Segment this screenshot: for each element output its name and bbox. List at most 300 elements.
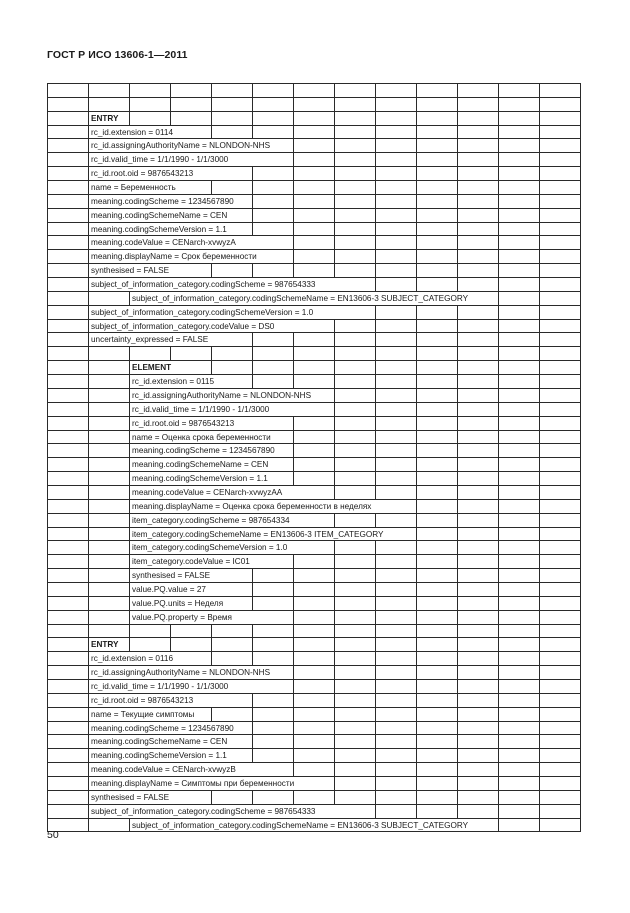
table-column-rule bbox=[211, 637, 212, 652]
table-column-rule bbox=[580, 208, 581, 223]
table-column-rule bbox=[334, 402, 335, 417]
table-column-rule bbox=[88, 388, 89, 403]
table-column-rule bbox=[416, 679, 417, 694]
table-column-rule bbox=[47, 457, 48, 472]
table-column-rule bbox=[539, 513, 540, 528]
table-cell: rc_id.valid_time = 1/1/1990 - 1/1/3000 bbox=[91, 681, 229, 691]
table-cell: meaning.codingSchemeVersion = 1.1 bbox=[132, 473, 268, 483]
table-column-rule bbox=[539, 540, 540, 555]
table-column-rule bbox=[416, 721, 417, 735]
table-column-rule bbox=[334, 568, 335, 583]
table-column-rule bbox=[293, 152, 294, 167]
table-cell: meaning.codingScheme = 1234567890 bbox=[91, 723, 234, 733]
table-column-rule bbox=[293, 346, 294, 361]
table-column-rule bbox=[416, 707, 417, 722]
table-row-rule bbox=[47, 624, 581, 625]
table-column-rule bbox=[416, 499, 417, 514]
table-column-rule bbox=[580, 748, 581, 763]
table-column-rule bbox=[457, 235, 458, 250]
table-column-rule bbox=[416, 332, 417, 347]
table-cell: name = Оценка срока беременности bbox=[132, 432, 271, 442]
table-column-rule bbox=[211, 790, 212, 805]
table-column-rule bbox=[252, 596, 253, 611]
table-cell: item_category.codingSchemeName = EN13606-3 ITEM_CATEGORY bbox=[132, 529, 384, 539]
table-column-rule bbox=[334, 152, 335, 167]
table-column-rule bbox=[416, 651, 417, 666]
table-column-rule bbox=[293, 568, 294, 583]
table-column-rule bbox=[47, 332, 48, 347]
table-column-rule bbox=[252, 693, 253, 708]
table-column-rule bbox=[88, 624, 89, 638]
table-column-rule bbox=[47, 194, 48, 209]
table-column-rule bbox=[47, 374, 48, 389]
table-column-rule bbox=[334, 734, 335, 749]
table-cell: rc_id.extension = 0115 bbox=[132, 376, 215, 386]
table-column-rule bbox=[539, 734, 540, 749]
table-column-rule bbox=[580, 693, 581, 708]
table-column-rule bbox=[293, 249, 294, 264]
table-column-rule bbox=[416, 360, 417, 375]
table-column-rule bbox=[416, 180, 417, 195]
table-column-rule bbox=[334, 346, 335, 361]
table-row-rule bbox=[47, 443, 581, 444]
table-column-rule bbox=[375, 693, 376, 708]
table-column-rule bbox=[539, 430, 540, 444]
table-column-rule bbox=[498, 554, 499, 569]
table-column-rule bbox=[129, 637, 130, 652]
table-column-rule bbox=[457, 416, 458, 431]
table-column-rule bbox=[334, 637, 335, 652]
table-column-rule bbox=[47, 596, 48, 611]
table-cell: subject_of_information_category.codingScheme = 987654333 bbox=[91, 806, 316, 816]
table-column-rule bbox=[293, 665, 294, 680]
table-column-rule bbox=[334, 166, 335, 181]
table-column-rule bbox=[539, 818, 540, 832]
table-column-rule bbox=[170, 83, 171, 98]
table-column-rule bbox=[539, 388, 540, 403]
table-cell: synthesised = FALSE bbox=[91, 265, 170, 275]
table-column-rule bbox=[334, 332, 335, 347]
table-column-rule bbox=[375, 568, 376, 583]
table-column-rule bbox=[539, 319, 540, 333]
table-column-rule bbox=[293, 416, 294, 431]
table-column-rule bbox=[293, 111, 294, 126]
table-row-rule bbox=[47, 568, 581, 569]
table-column-rule bbox=[498, 721, 499, 735]
table-column-rule bbox=[293, 651, 294, 666]
table-column-rule bbox=[457, 499, 458, 514]
table-column-rule bbox=[416, 568, 417, 583]
table-column-rule bbox=[580, 818, 581, 832]
table-column-rule bbox=[47, 166, 48, 181]
table-column-rule bbox=[457, 721, 458, 735]
table-column-rule bbox=[375, 596, 376, 611]
table-column-rule bbox=[375, 457, 376, 472]
table-column-rule bbox=[457, 624, 458, 638]
table-column-rule bbox=[498, 679, 499, 694]
table-row-rule bbox=[47, 582, 581, 583]
table-column-rule bbox=[47, 291, 48, 306]
table-section-heading: ELEMENT bbox=[132, 362, 172, 372]
table-column-rule bbox=[47, 582, 48, 597]
table-column-rule bbox=[539, 249, 540, 264]
table-column-rule bbox=[580, 346, 581, 361]
table-column-rule bbox=[539, 443, 540, 458]
table-column-rule bbox=[47, 319, 48, 333]
table-column-rule bbox=[416, 804, 417, 819]
table-cell: rc_id.extension = 0114 bbox=[91, 127, 174, 137]
table-column-rule bbox=[416, 194, 417, 209]
table-column-rule bbox=[293, 734, 294, 749]
table-column-rule bbox=[539, 610, 540, 625]
table-column-rule bbox=[293, 125, 294, 139]
table-column-rule bbox=[580, 804, 581, 819]
table-cell: meaning.codingSchemeName = CEN bbox=[91, 210, 228, 220]
table-column-rule bbox=[539, 222, 540, 236]
table-column-rule bbox=[580, 416, 581, 431]
table-column-rule bbox=[416, 693, 417, 708]
table-column-rule bbox=[539, 707, 540, 722]
table-row-rule bbox=[47, 457, 581, 458]
table-section-heading: ENTRY bbox=[91, 113, 119, 123]
table-cell: meaning.codingSchemeName = CEN bbox=[91, 736, 228, 746]
table-column-rule bbox=[539, 332, 540, 347]
table-column-rule bbox=[498, 374, 499, 389]
table-column-rule bbox=[334, 471, 335, 486]
table-column-rule bbox=[498, 568, 499, 583]
table-column-rule bbox=[129, 97, 130, 112]
table-column-rule bbox=[539, 582, 540, 597]
table-column-rule bbox=[375, 332, 376, 347]
table-column-rule bbox=[580, 610, 581, 625]
table-column-rule bbox=[47, 430, 48, 444]
table-column-rule bbox=[47, 346, 48, 361]
table-column-rule bbox=[47, 249, 48, 264]
table-column-rule bbox=[498, 235, 499, 250]
table-column-rule bbox=[252, 346, 253, 361]
table-column-rule bbox=[498, 180, 499, 195]
table-column-rule bbox=[498, 152, 499, 167]
table-column-rule bbox=[416, 554, 417, 569]
table-column-rule bbox=[211, 651, 212, 666]
table-column-rule bbox=[47, 540, 48, 555]
table-cell: rc_id.assigningAuthorityName = NLONDON-NHS bbox=[132, 390, 312, 400]
table-column-rule bbox=[88, 83, 89, 98]
table-column-rule bbox=[498, 443, 499, 458]
table-column-rule bbox=[580, 568, 581, 583]
table-column-rule bbox=[293, 554, 294, 569]
table-column-rule bbox=[539, 499, 540, 514]
table-column-rule bbox=[47, 624, 48, 638]
table-column-rule bbox=[498, 540, 499, 555]
table-column-rule bbox=[539, 125, 540, 139]
table-row-rule bbox=[47, 374, 581, 375]
table-column-rule bbox=[252, 222, 253, 236]
table-column-rule bbox=[375, 540, 376, 555]
table-cell: meaning.codeValue = CENarch-xvwyzA bbox=[91, 237, 236, 247]
table-column-rule bbox=[580, 637, 581, 652]
table-column-rule bbox=[293, 235, 294, 250]
table-row-rule bbox=[47, 596, 581, 597]
table-column-rule bbox=[539, 402, 540, 417]
table-column-rule bbox=[47, 388, 48, 403]
table-column-rule bbox=[580, 721, 581, 735]
table-column-rule bbox=[375, 319, 376, 333]
table-column-rule bbox=[334, 83, 335, 98]
table-column-rule bbox=[416, 305, 417, 320]
table-column-rule bbox=[457, 180, 458, 195]
table-column-rule bbox=[457, 111, 458, 126]
table-column-rule bbox=[293, 582, 294, 597]
table-column-rule bbox=[334, 138, 335, 153]
table-column-rule bbox=[539, 374, 540, 389]
table-column-rule bbox=[580, 180, 581, 195]
table-column-rule bbox=[457, 277, 458, 292]
table-column-rule bbox=[498, 693, 499, 708]
table-column-rule bbox=[375, 138, 376, 153]
table-column-rule bbox=[416, 582, 417, 597]
table-column-rule bbox=[580, 582, 581, 597]
table-column-rule bbox=[416, 277, 417, 292]
table-column-rule bbox=[375, 249, 376, 264]
table-column-rule bbox=[539, 166, 540, 181]
table-column-rule bbox=[580, 430, 581, 444]
table-column-rule bbox=[47, 721, 48, 735]
table-column-rule bbox=[580, 319, 581, 333]
table-column-rule bbox=[88, 527, 89, 541]
table-column-rule bbox=[457, 762, 458, 777]
table-column-rule bbox=[293, 457, 294, 472]
table-column-rule bbox=[252, 748, 253, 763]
table-column-rule bbox=[416, 471, 417, 486]
table-column-rule bbox=[416, 624, 417, 638]
table-column-rule bbox=[88, 402, 89, 417]
table-column-rule bbox=[293, 83, 294, 98]
table-column-rule bbox=[580, 235, 581, 250]
table-column-rule bbox=[580, 291, 581, 306]
table-column-rule bbox=[416, 402, 417, 417]
table-column-rule bbox=[580, 138, 581, 153]
table-column-rule bbox=[170, 637, 171, 652]
table-column-rule bbox=[47, 554, 48, 569]
table-column-rule bbox=[252, 208, 253, 223]
table-column-rule bbox=[457, 568, 458, 583]
table-column-rule bbox=[498, 430, 499, 444]
table-column-rule bbox=[457, 263, 458, 278]
table-column-rule bbox=[580, 679, 581, 694]
table-column-rule bbox=[416, 208, 417, 223]
table-column-rule bbox=[457, 222, 458, 236]
table-row-rule bbox=[47, 83, 581, 84]
table-column-rule bbox=[211, 83, 212, 98]
table-column-rule bbox=[375, 83, 376, 98]
table-column-rule bbox=[375, 346, 376, 361]
table-column-rule bbox=[211, 180, 212, 195]
table-column-rule bbox=[539, 277, 540, 292]
table-column-rule bbox=[47, 499, 48, 514]
table-column-rule bbox=[498, 277, 499, 292]
table-column-rule bbox=[170, 624, 171, 638]
table-column-rule bbox=[293, 748, 294, 763]
table-column-rule bbox=[498, 222, 499, 236]
table-column-rule bbox=[293, 693, 294, 708]
table-cell: name = Беременность bbox=[91, 182, 176, 192]
table-column-rule bbox=[252, 790, 253, 805]
table-column-rule bbox=[498, 388, 499, 403]
table-column-rule bbox=[416, 416, 417, 431]
table-column-rule bbox=[498, 457, 499, 472]
table-cell: item_category.codingSchemeVersion = 1.0 bbox=[132, 542, 288, 552]
table-column-rule bbox=[416, 734, 417, 749]
table-column-rule bbox=[580, 152, 581, 167]
table-column-rule bbox=[416, 457, 417, 472]
table-cell: rc_id.valid_time = 1/1/1990 - 1/1/3000 bbox=[132, 404, 270, 414]
table-column-rule bbox=[47, 762, 48, 777]
table-column-rule bbox=[457, 166, 458, 181]
table-column-rule bbox=[375, 624, 376, 638]
table-column-rule bbox=[375, 360, 376, 375]
table-cell: meaning.displayName = Оценка срока беременности в неделях bbox=[132, 501, 372, 511]
table-column-rule bbox=[498, 804, 499, 819]
table-column-rule bbox=[416, 637, 417, 652]
table-column-rule bbox=[252, 582, 253, 597]
table-column-rule bbox=[498, 291, 499, 306]
table-cell: synthesised = FALSE bbox=[91, 792, 170, 802]
table-column-rule bbox=[375, 152, 376, 167]
table-column-rule bbox=[498, 734, 499, 749]
table-row-rule bbox=[47, 360, 581, 361]
table-column-rule bbox=[293, 721, 294, 735]
table-column-rule bbox=[293, 360, 294, 375]
table-cell: meaning.codingSchemeName = CEN bbox=[132, 459, 269, 469]
table-column-rule bbox=[293, 180, 294, 195]
table-column-rule bbox=[580, 707, 581, 722]
table-column-rule bbox=[293, 762, 294, 777]
table-cell: rc_id.assigningAuthorityName = NLONDON-NHS bbox=[91, 667, 271, 677]
table-column-rule bbox=[252, 734, 253, 749]
table-cell: rc_id.root.oid = 9876543213 bbox=[132, 418, 235, 428]
table-column-rule bbox=[375, 277, 376, 292]
table-column-rule bbox=[47, 83, 48, 98]
table-column-rule bbox=[457, 693, 458, 708]
table-column-rule bbox=[170, 111, 171, 126]
table-column-rule bbox=[293, 637, 294, 652]
table-column-rule bbox=[334, 180, 335, 195]
table-column-rule bbox=[211, 360, 212, 375]
table-column-rule bbox=[498, 596, 499, 611]
table-column-rule bbox=[580, 457, 581, 472]
table-column-rule bbox=[498, 97, 499, 112]
table-column-rule bbox=[47, 610, 48, 625]
table-column-rule bbox=[498, 624, 499, 638]
table-column-rule bbox=[252, 166, 253, 181]
table-column-rule bbox=[580, 485, 581, 500]
table-column-rule bbox=[580, 194, 581, 209]
table-column-rule bbox=[498, 332, 499, 347]
table-column-rule bbox=[252, 637, 253, 652]
table-column-rule bbox=[47, 707, 48, 722]
table-column-rule bbox=[375, 665, 376, 680]
table-column-rule bbox=[539, 111, 540, 126]
table-cell: subject_of_information_category.codeValue = DS0 bbox=[91, 321, 275, 331]
table-column-rule bbox=[375, 679, 376, 694]
table-column-rule bbox=[47, 443, 48, 458]
table-column-rule bbox=[88, 818, 89, 832]
table-column-rule bbox=[457, 707, 458, 722]
table-column-rule bbox=[416, 222, 417, 236]
table-column-rule bbox=[47, 138, 48, 153]
table-column-rule bbox=[375, 707, 376, 722]
table-column-rule bbox=[498, 402, 499, 417]
table-column-rule bbox=[211, 263, 212, 278]
table-column-rule bbox=[293, 222, 294, 236]
page-header-title: ГОСТ Р ИСО 13606-1—2011 bbox=[47, 49, 188, 61]
table-column-rule bbox=[88, 471, 89, 486]
table-column-rule bbox=[129, 111, 130, 126]
table-row-rule bbox=[47, 471, 581, 472]
table-column-rule bbox=[375, 305, 376, 320]
table-column-rule bbox=[539, 305, 540, 320]
table-column-rule bbox=[375, 637, 376, 652]
table-column-rule bbox=[416, 138, 417, 153]
table-column-rule bbox=[498, 208, 499, 223]
table-column-rule bbox=[416, 249, 417, 264]
table-column-rule bbox=[457, 610, 458, 625]
table-column-rule bbox=[416, 610, 417, 625]
table-column-rule bbox=[88, 554, 89, 569]
table-column-rule bbox=[334, 208, 335, 223]
table-column-rule bbox=[334, 762, 335, 777]
table-column-rule bbox=[47, 125, 48, 139]
table-column-rule bbox=[416, 513, 417, 528]
table-column-rule bbox=[293, 471, 294, 486]
table-column-rule bbox=[47, 804, 48, 819]
table-column-rule bbox=[47, 651, 48, 666]
table-column-rule bbox=[457, 194, 458, 209]
table-column-rule bbox=[498, 790, 499, 805]
table-column-rule bbox=[47, 402, 48, 417]
table-column-rule bbox=[580, 249, 581, 264]
table-column-rule bbox=[580, 665, 581, 680]
table-column-rule bbox=[457, 152, 458, 167]
table-column-rule bbox=[88, 457, 89, 472]
table-column-rule bbox=[293, 430, 294, 444]
table-column-rule bbox=[293, 443, 294, 458]
table-column-rule bbox=[252, 263, 253, 278]
table-column-rule bbox=[334, 721, 335, 735]
table-column-rule bbox=[539, 665, 540, 680]
table-column-rule bbox=[580, 554, 581, 569]
table-column-rule bbox=[539, 471, 540, 486]
table-column-rule bbox=[457, 346, 458, 361]
table-column-rule bbox=[334, 624, 335, 638]
table-cell: rc_id.extension = 0116 bbox=[91, 653, 174, 663]
table-column-rule bbox=[457, 457, 458, 472]
table-column-rule bbox=[88, 360, 89, 375]
table-column-rule bbox=[334, 360, 335, 375]
table-column-rule bbox=[539, 693, 540, 708]
table-column-rule bbox=[334, 540, 335, 555]
table-column-rule bbox=[252, 721, 253, 735]
table-cell: rc_id.valid_time = 1/1/1990 - 1/1/3000 bbox=[91, 154, 229, 164]
page-number: 50 bbox=[47, 829, 59, 841]
table-cell: name = Текущие симптомы bbox=[91, 709, 195, 719]
table-column-rule bbox=[252, 568, 253, 583]
table-column-rule bbox=[252, 707, 253, 722]
table-column-rule bbox=[539, 360, 540, 375]
table-column-rule bbox=[334, 748, 335, 763]
table-column-rule bbox=[457, 776, 458, 791]
